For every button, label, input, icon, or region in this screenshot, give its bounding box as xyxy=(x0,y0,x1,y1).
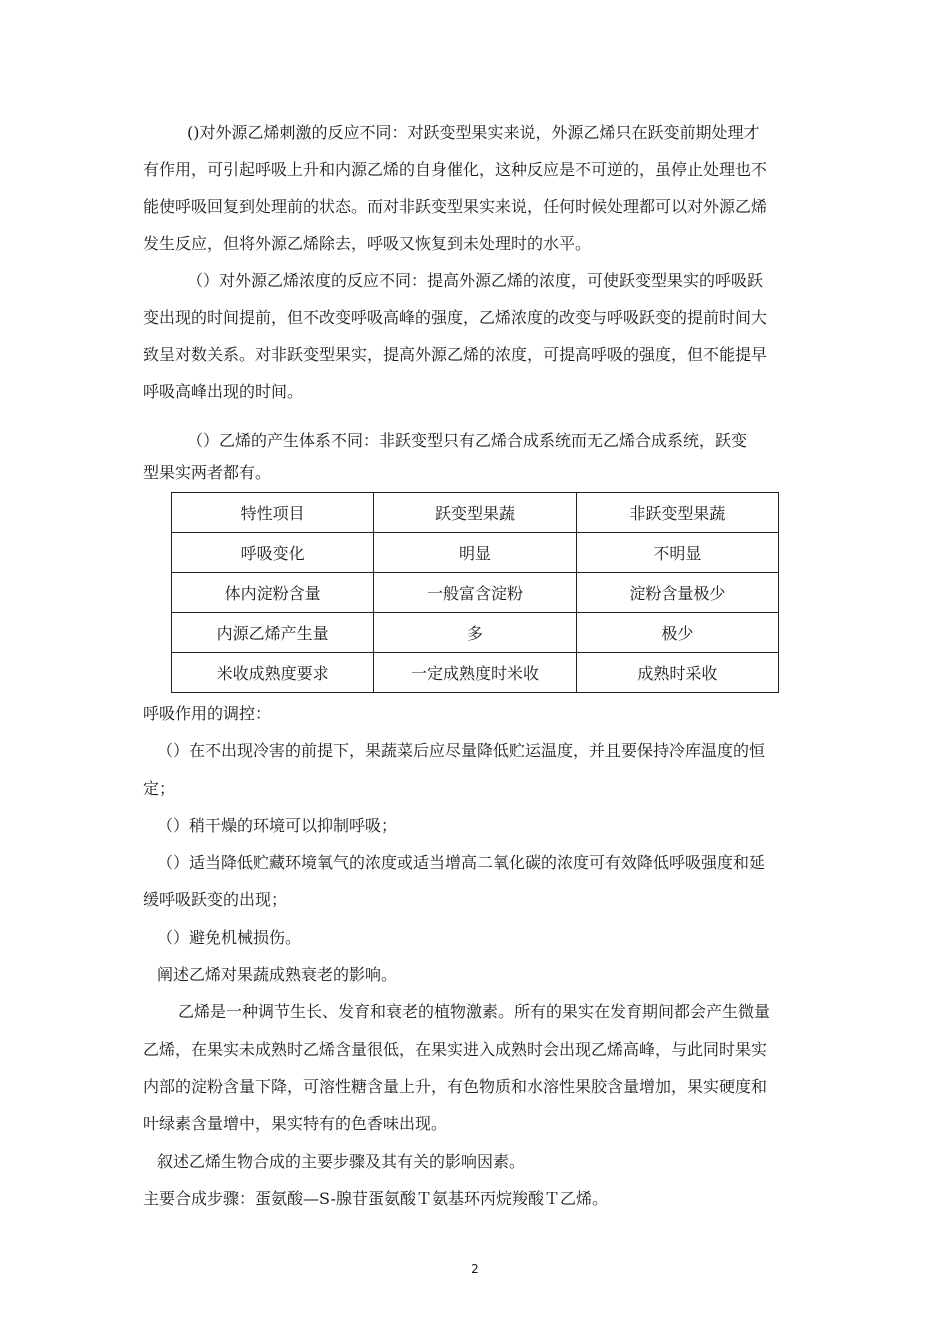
table-cell: 一定成熟度时米收 xyxy=(374,653,576,693)
table-cell: 明显 xyxy=(374,533,576,573)
section-heading: 呼吸作用的调控： xyxy=(143,704,272,723)
table-row xyxy=(172,613,779,653)
paragraph-line: 乙烯是一种调节生长、发育和衰老的植物激素。所有的果实在发育期间都会产生微量 xyxy=(178,1002,771,1021)
paragraph-line: 内部的淀粉含量下降，可溶性糖含量上升，有色物质和水溶性果胶含量增加，果实硬度和 xyxy=(143,1077,768,1096)
question-heading: 阐述乙烯对果蔬成熟衰老的影响。 xyxy=(157,965,398,984)
paragraph-line: 变出现的时间提前，但不改变呼吸高峰的强度，乙烯浓度的改变与呼吸跃变的提前时间大 xyxy=(143,308,768,327)
table-cell: 淀粉含量极少 xyxy=(576,573,778,613)
table-cell: 内源乙烯产生量 xyxy=(172,613,374,653)
table-row xyxy=(172,653,779,693)
paragraph-line: （）乙烯的产生体系不同：非跃变型只有乙烯合成系统而无乙烯合成系统，跃变 xyxy=(187,431,748,450)
table-cell: 体内淀粉含量 xyxy=(172,573,374,613)
list-item: （）稍干燥的环境可以抑制呼吸； xyxy=(157,816,398,835)
table-cell: 极少 xyxy=(576,613,778,653)
comparison-table xyxy=(171,492,779,693)
table-cell: 米收成熟度要求 xyxy=(172,653,374,693)
paragraph-line: 主要合成步骤：蛋氨酸—S-腺苷蛋氨酸Ｔ氨基环丙烷羧酸Ｔ乙烯。 xyxy=(143,1189,608,1208)
question-heading: 叙述乙烯生物合成的主要步骤及其有关的影响因素。 xyxy=(157,1152,526,1171)
page-number: 2 xyxy=(471,1262,479,1276)
table-header-row xyxy=(172,493,779,533)
paragraph-line: 呼吸高峰出现的时间。 xyxy=(143,382,304,401)
table-cell: 多 xyxy=(374,613,576,653)
paragraph-line: 叶绿素含量增中，果实特有的色香味出现。 xyxy=(143,1114,448,1133)
list-item: 缓呼吸跃变的出现； xyxy=(143,890,288,909)
list-item: （）适当降低贮藏环境氧气的浓度或适当增高二氧化碳的浓度可有效降低呼吸强度和延 xyxy=(157,853,766,872)
paragraph-line: ()对外源乙烯刺激的反应不同：对跃变型果实来说，外源乙烯只在跃变前期处理才 xyxy=(187,123,760,142)
table-header-cell: 跃变型果蔬 xyxy=(374,493,576,533)
paragraph-line: 发生反应，但将外源乙烯除去，呼吸又恢复到未处理时的水平。 xyxy=(143,234,592,253)
paragraph-line: （）对外源乙烯浓度的反应不同：提高外源乙烯的浓度，可使跃变型果实的呼吸跃 xyxy=(187,271,764,290)
table-header-cell: 特性项目 xyxy=(172,493,374,533)
table-cell: 一般富含淀粉 xyxy=(374,573,576,613)
table-header-cell: 非跃变型果蔬 xyxy=(576,493,778,533)
paragraph-line: 能使呼吸回复到处理前的状态。而对非跃变型果实来说，任何时候处理都可以对外源乙烯 xyxy=(143,197,768,216)
table-cell: 不明显 xyxy=(576,533,778,573)
paragraph-line: 乙烯，在果实未成熟时乙烯含量很低，在果实进入成熟时会出现乙烯高峰，与此同时果实 xyxy=(143,1040,768,1059)
paragraph-line: 致呈对数关系。对非跃变型果实，提高外源乙烯的浓度，可提高呼吸的强度，但不能提早 xyxy=(143,345,768,364)
list-item: （）在不出现冷害的前提下，果蔬菜后应尽量降低贮运温度，并且要保持冷库温度的恒 xyxy=(157,741,766,760)
paragraph-line: 型果实两者都有。 xyxy=(143,463,272,482)
table-cell: 成熟时采收 xyxy=(576,653,778,693)
list-item: 定； xyxy=(143,779,176,798)
table-cell: 呼吸变化 xyxy=(172,533,374,573)
paragraph-line: 有作用，可引起呼吸上升和内源乙烯的自身催化，这种反应是不可逆的，虽停止处理也不 xyxy=(143,160,768,179)
table-row xyxy=(172,533,779,573)
table-row xyxy=(172,573,779,613)
list-item: （）避免机械损伤。 xyxy=(157,928,302,947)
